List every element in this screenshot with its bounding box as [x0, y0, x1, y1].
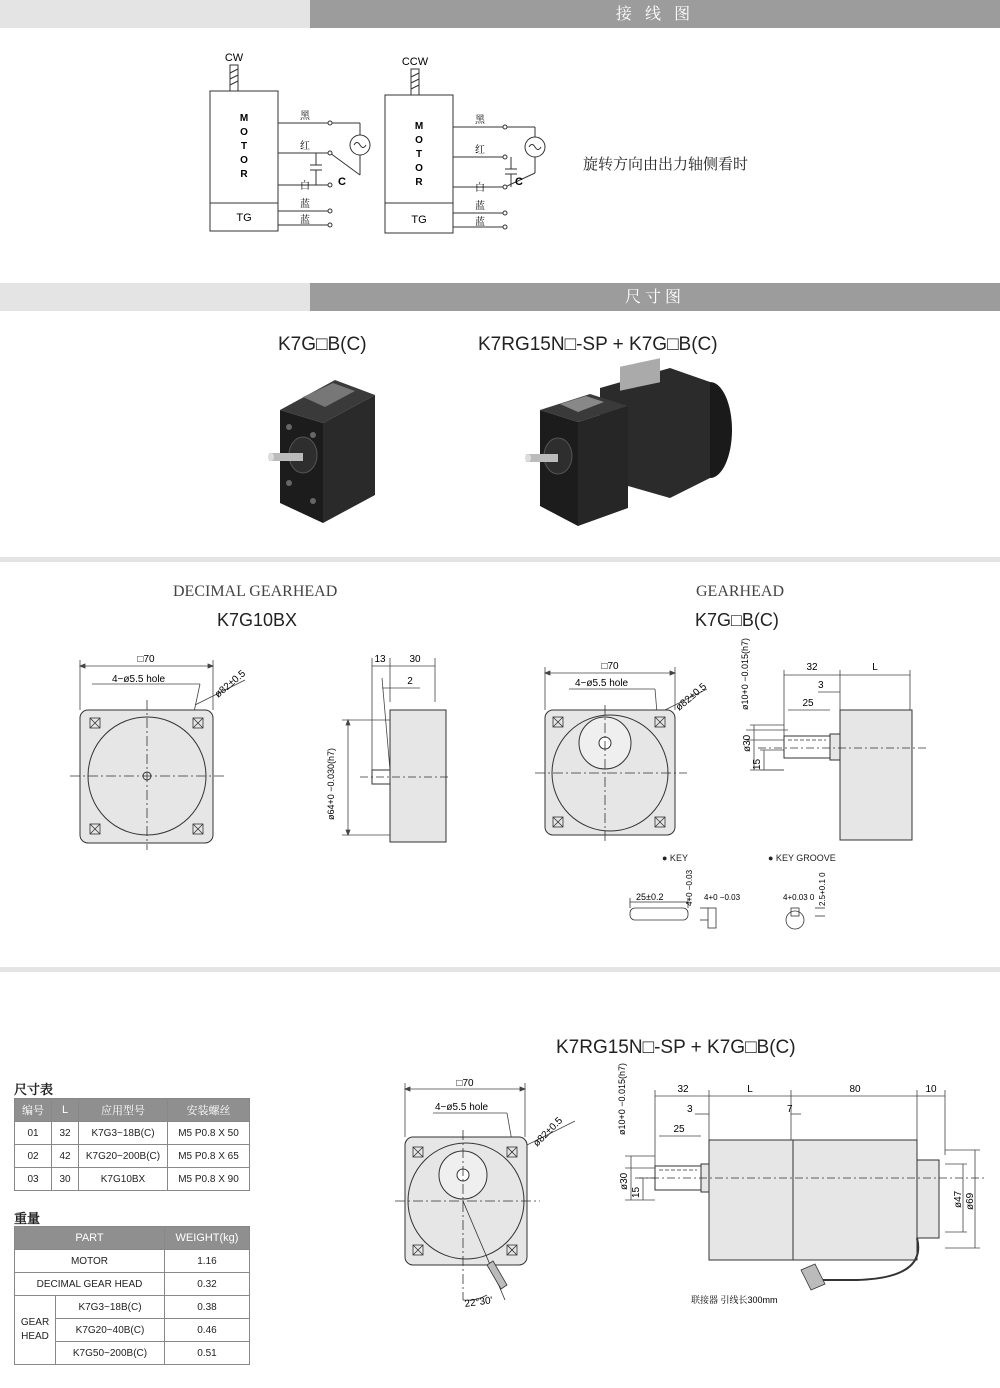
svg-text:C: C: [338, 176, 346, 188]
svg-text:O: O: [415, 135, 423, 146]
svg-text:4+0.03 0: 4+0.03 0: [783, 893, 815, 902]
gearhead-front-view: [535, 655, 715, 845]
svg-text:25±0.2: 25±0.2: [636, 892, 664, 902]
svg-text:25: 25: [802, 698, 814, 709]
svg-text:蓝: 蓝: [300, 199, 310, 210]
svg-text:联接器 引线长300mm: 联接器 引线长300mm: [691, 1295, 778, 1305]
assembly-title: K7RG15N□-SP + K7G□B(C): [556, 1037, 796, 1058]
wiring-diagram-cw: [200, 45, 380, 245]
svg-text:3: 3: [687, 1104, 693, 1115]
svg-text:红: 红: [300, 141, 310, 152]
key-groove-detail: [775, 868, 855, 938]
wiring-ccw-label: CCW: [401, 56, 429, 68]
table-row: K7G50~200B(C) 0.51: [15, 1342, 250, 1365]
assembly-side-view: [605, 1060, 995, 1310]
svg-text:白: 白: [300, 181, 310, 192]
svg-text:O: O: [415, 163, 423, 174]
decimal-side-view: [320, 650, 450, 850]
svg-text:4−ø5.5 hole: 4−ø5.5 hole: [435, 1102, 489, 1113]
svg-text:黑: 黑: [475, 115, 485, 126]
table-row: K7G20~40B(C) 0.46: [15, 1319, 250, 1342]
svg-text:C: C: [515, 176, 523, 188]
svg-text:ø47: ø47: [953, 1190, 964, 1208]
svg-text:30: 30: [409, 654, 421, 665]
motor-gearhead-photo: [520, 358, 740, 528]
svg-text:22°30': 22°30': [463, 1295, 494, 1310]
svg-text:O: O: [240, 155, 248, 166]
decimal-heading: DECIMAL GEARHEAD: [173, 583, 338, 600]
product-title-right: K7RG15N□-SP + K7G□B(C): [478, 334, 718, 355]
svg-text:4−ø5.5 hole: 4−ø5.5 hole: [112, 674, 166, 685]
product-title-left: K7G□B(C): [278, 334, 367, 355]
decimal-front-view: [70, 650, 250, 855]
key-detail: [620, 868, 741, 938]
svg-text:蓝: 蓝: [475, 201, 485, 212]
section-band-wiring: [0, 0, 1000, 28]
key-label: ● KEY: [662, 853, 688, 863]
wiring-diagram-ccw: [375, 45, 555, 245]
svg-text:7: 7: [787, 1104, 793, 1115]
svg-text:15: 15: [752, 758, 763, 770]
svg-text:L: L: [747, 1084, 753, 1095]
svg-text:T: T: [240, 141, 248, 152]
section-title-dimensions: 尺寸图: [310, 283, 1000, 311]
divider-2: [0, 967, 1000, 972]
svg-text:TG: TG: [236, 212, 252, 224]
gearhead-model: K7G□B(C): [695, 610, 779, 630]
size-table: 编号 L 应用型号 安装螺丝 01 32 K7G3~18B(C) M5 P0.8 X 50 02 42 K7G20~200B(C) M5 P0.8 X 65 03 30 K7G10BX M5 P0.8 X 90: [14, 1098, 250, 1191]
svg-text:2.5+0.1 0: 2.5+0.1 0: [818, 872, 827, 906]
svg-text:2: 2: [407, 676, 413, 687]
svg-text:蓝: 蓝: [300, 215, 310, 226]
svg-text:80: 80: [849, 1084, 861, 1095]
svg-text:ø64+0 −0.030(h7): ø64+0 −0.030(h7): [326, 747, 336, 820]
svg-text:L: L: [872, 662, 878, 673]
divider-1: [0, 557, 1000, 562]
table-row: MOTOR 1.16: [15, 1250, 250, 1273]
table-row: GEAR HEAD K7G3~18B(C) 0.38: [15, 1296, 250, 1319]
svg-text:红: 红: [475, 145, 485, 156]
svg-text:32: 32: [806, 662, 818, 673]
svg-text:ø30: ø30: [742, 734, 753, 752]
svg-text:4+0 −0.03: 4+0 −0.03: [685, 869, 694, 906]
svg-text:ø82±0.5: ø82±0.5: [531, 1115, 566, 1150]
table-row: 02 42 K7G20~200B(C) M5 P0.8 X 65: [15, 1145, 250, 1168]
wiring-cw-label: CW: [224, 52, 244, 64]
decimal-model: K7G10BX: [217, 610, 298, 630]
section-title-wiring: 接 线 图: [310, 0, 1000, 28]
svg-text:□70: □70: [456, 1078, 474, 1089]
svg-text:13: 13: [374, 654, 386, 665]
assembly-front-view: [395, 1075, 585, 1315]
svg-text:□70: □70: [137, 654, 155, 665]
gearhead-side-view: [718, 637, 928, 850]
key-groove-label: ● KEY GROOVE: [768, 853, 836, 863]
svg-text:32: 32: [677, 1084, 689, 1095]
table-row: 03 30 K7G10BX M5 P0.8 X 90: [15, 1168, 250, 1191]
svg-text:T: T: [415, 149, 423, 160]
svg-text:10: 10: [925, 1084, 937, 1095]
svg-text:黑: 黑: [300, 111, 310, 122]
svg-text:TG: TG: [411, 214, 427, 226]
size-table-title: 尺寸表: [14, 1083, 54, 1098]
svg-text:R: R: [415, 177, 423, 188]
svg-text:□70: □70: [601, 661, 619, 672]
svg-text:25: 25: [673, 1124, 685, 1135]
gearhead-photo: [265, 375, 385, 530]
section-band-dimensions: [0, 283, 1000, 311]
svg-text:M: M: [239, 113, 249, 124]
svg-text:ø30: ø30: [619, 1172, 630, 1190]
svg-text:ø10+0 −0.015(h7): ø10+0 −0.015(h7): [740, 637, 750, 710]
svg-text:3: 3: [818, 680, 824, 691]
weight-table-title: 重量: [14, 1212, 41, 1227]
svg-text:15: 15: [631, 1186, 642, 1198]
svg-text:ø69: ø69: [965, 1192, 976, 1210]
table-row: DECIMAL GEAR HEAD 0.32: [15, 1273, 250, 1296]
svg-text:白: 白: [475, 183, 485, 194]
svg-text:4+0 −0.03: 4+0 −0.03: [704, 893, 741, 902]
svg-text:ø10+0 −0.015(h7): ø10+0 −0.015(h7): [617, 1062, 627, 1135]
wiring-note: 旋转方向由出力轴侧看时: [583, 155, 749, 173]
svg-text:ø82±0.5: ø82±0.5: [212, 668, 248, 701]
svg-text:M: M: [414, 121, 424, 132]
svg-text:R: R: [240, 169, 248, 180]
weight-table: PART WEIGHT(kg) MOTOR 1.16 DECIMAL GEAR HEAD 0.32 GEAR HEAD K7G3~18B(C) 0.38 K7G20~40B(C) 0.46 K7G50~200B(C) 0.51: [14, 1226, 250, 1365]
svg-text:ø82±0.5: ø82±0.5: [673, 681, 709, 714]
gearhead-heading: GEARHEAD: [696, 583, 784, 600]
table-row: 01 32 K7G3~18B(C) M5 P0.8 X 50: [15, 1122, 250, 1145]
svg-text:O: O: [240, 127, 248, 138]
svg-text:蓝: 蓝: [475, 217, 485, 228]
svg-text:4−ø5.5 hole: 4−ø5.5 hole: [575, 678, 629, 689]
